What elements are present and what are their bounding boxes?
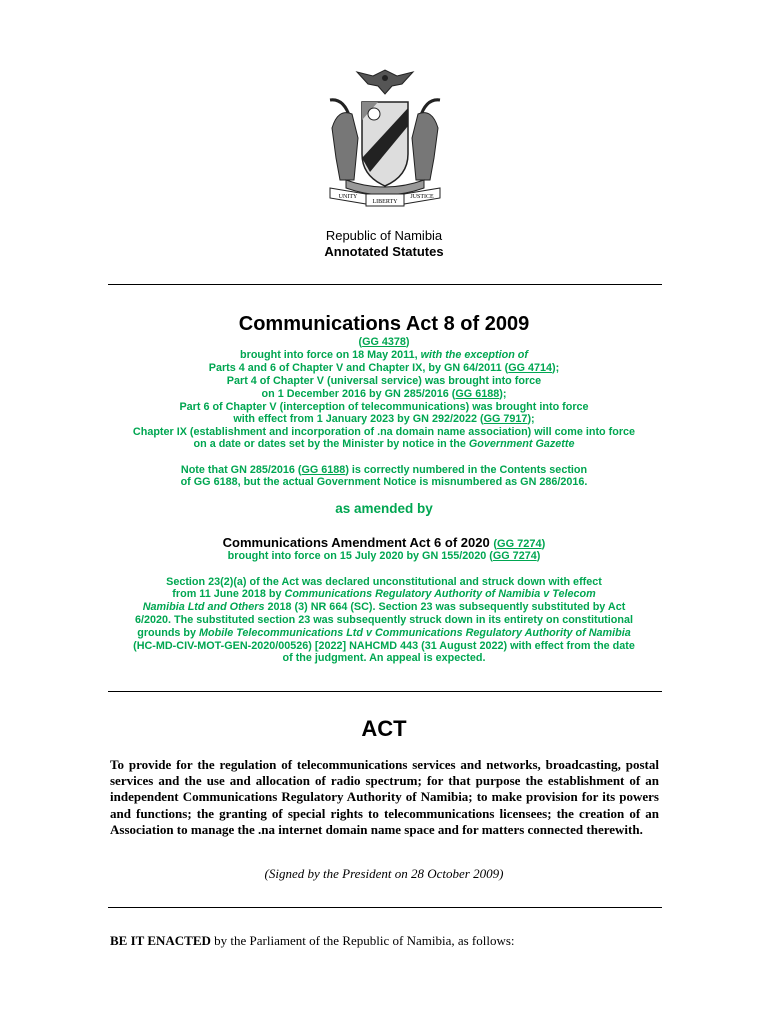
gazette-link-6188-note[interactable]: GG 6188 xyxy=(301,464,346,476)
commencement-line-5: Part 6 of Chapter V (interception of telecommunications) was brought into force xyxy=(179,401,589,413)
amendment-title: Communications Amendment Act 6 of 2020 (GG 7274) xyxy=(222,535,546,550)
commencement-line-2: Parts 4 and 6 of Chapter V and Chapter IX, by GN 64/2011 (GG 4714); xyxy=(208,362,560,374)
header-divider xyxy=(108,284,662,285)
commencement-line-6: with effect from 1 January 2023 by GN 292/2022 (GG 7917); xyxy=(233,413,535,425)
note-line-2: of GG 6188, but the actual Government Notice is misnumbered as GN 286/2016. xyxy=(180,476,588,488)
s23-line-4: 6/2020. The substituted section 23 was subsequently struck down in its entirety on constitutional xyxy=(135,614,633,626)
svg-text:LIBERTY: LIBERTY xyxy=(372,199,398,205)
commencement-line-4: on 1 December 2016 by GN 285/2016 (GG 6188); xyxy=(261,388,507,400)
gazette-link-7274-b[interactable]: GG 7274 xyxy=(492,550,537,562)
act-heading: ACT xyxy=(361,716,407,741)
s23-line-6: (HC-MD-CIV-MOT-GEN-2020/00526) [2022] NAHCMD 443 (31 August 2022) with effect from the date xyxy=(133,640,635,652)
notes-divider xyxy=(108,691,662,692)
page-title: Communications Act 8 of 2009 xyxy=(238,313,530,335)
as-amended-by: as amended by xyxy=(335,501,433,516)
s23-line-2: from 11 June 2018 by Communications Regulatory Authority of Namibia v Telecom xyxy=(172,588,596,600)
coat-of-arms-emblem xyxy=(318,68,452,208)
commencement-line-1: brought into force on 18 May 2011, with the exception of xyxy=(240,349,528,361)
note-line-1: Note that GN 285/2016 (GG 6188) is correctly numbered in the Contents section xyxy=(180,464,588,476)
s23-line-3: Namibia Ltd and Others 2018 (3) NR 664 (SC). Section 23 was subsequently substituted by Act xyxy=(142,601,626,613)
commencement-line-8: on a date or dates set by the Minister by notice in the Government Gazette xyxy=(193,438,575,450)
gazette-ref: (GG 4378) xyxy=(358,336,410,348)
long-title: To provide for the regulation of telecommunications services and networks, broadcasting, postal services and the use and allocation of radio spectrum; for that purpose the establishment of an independent Communications Regulatory Authority of Namibia; to make provision for its powers and functions; the granting of special rights to telecommunications licensees; the creation of an Association to manage the .na internet domain name space and for matters connected therewith. xyxy=(110,757,659,837)
s23-line-7: of the judgment. An appeal is expected. xyxy=(282,652,486,664)
gazette-link-7917[interactable]: GG 7917 xyxy=(483,413,528,425)
enacting-clause: BE IT ENACTED by the Parliament of the Republic of Namibia, as follows: xyxy=(110,933,515,948)
gazette-link-4378[interactable]: GG 4378 xyxy=(362,336,406,348)
signed-note: (Signed by the President on 28 October 2009) xyxy=(264,866,504,881)
svg-text:UNITY: UNITY xyxy=(338,194,358,200)
svg-text:JUSTICE: JUSTICE xyxy=(410,194,434,200)
commencement-line-3: Part 4 of Chapter V (universal service) was brought into force xyxy=(226,375,542,387)
republic-label: Republic of Namibia xyxy=(325,228,443,243)
gazette-link-4714[interactable]: GG 4714 xyxy=(508,362,553,374)
annotated-statutes-label: Annotated Statutes xyxy=(324,244,444,259)
gazette-link-6188[interactable]: GG 6188 xyxy=(455,388,500,400)
s23-line-1: Section 23(2)(a) of the Act was declared unconstitutional and struck down with effect xyxy=(166,576,602,588)
act-divider xyxy=(108,907,662,908)
s23-line-5: grounds by Mobile Telecommunications Ltd v Communications Regulatory Authority of Namibia xyxy=(137,627,631,639)
gazette-link-7274[interactable]: GG 7274 xyxy=(497,538,542,550)
commencement-line-7: Chapter IX (establishment and incorporation of .na domain name association) will come into force xyxy=(132,426,636,438)
amendment-commencement: brought into force on 15 July 2020 by GN 155/2020 (GG 7274) xyxy=(227,550,541,562)
